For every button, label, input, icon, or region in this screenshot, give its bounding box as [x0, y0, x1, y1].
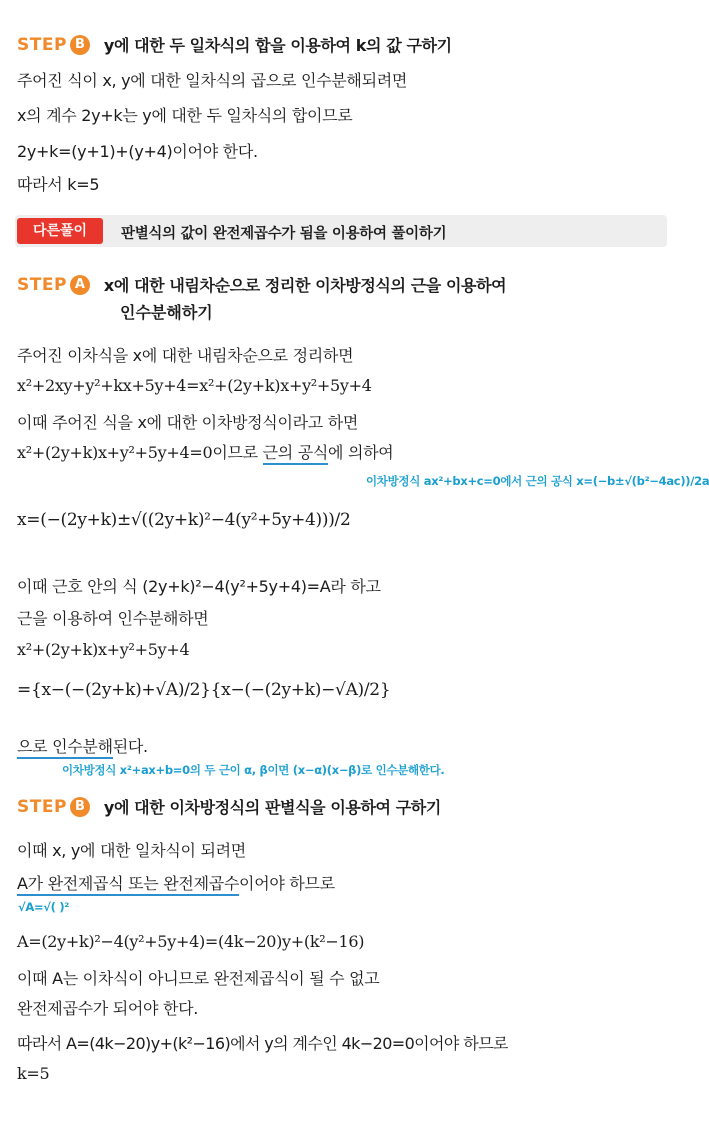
text-line: 따라서 A=(4k−20)y+(k²−16)에서 y의 계수인 4k−20=0이어야 하므로: [17, 1034, 508, 1053]
step-b-heading-1: [17, 33, 452, 56]
note-quadratic-formula: 이차방정식 ax²+bx+c=0에서 근의 공식 x=(−b±√(b²−4ac))/2a: [366, 474, 709, 488]
math-line: A=(2y+k)²−4(y²+5y+4)=(4k−20)y+(k²−16): [17, 932, 365, 951]
step-badge: B: [70, 35, 90, 55]
step-label: STEP: [17, 796, 67, 817]
text-line: 주어진 이차식을 x에 대한 내림차순으로 정리하면: [17, 346, 354, 365]
text-line: [17, 871, 335, 894]
step-title: y에 대한 두 일차식의 합을 이용하여 k의 값 구하기: [103, 36, 452, 55]
step-label: STEP: [17, 34, 67, 55]
text-line: 이때 A는 이차식이 아니므로 완전제곱식이 될 수 없고: [17, 969, 380, 988]
math-text: x²+(2y+k)x+y²+5y+4=0이므로: [17, 443, 263, 462]
text-line: 근을 이용하여 인수분해하면: [17, 609, 209, 628]
math-line: x²+(2y+k)x+y²+5y+4: [17, 640, 190, 659]
alt-solution-banner: [15, 215, 667, 247]
quadratic-formula: x=(−(2y+k)±√((2y+k)²−4(y²+5y+4)))/2: [17, 510, 351, 530]
underlined-term: 근의 공식: [263, 443, 328, 465]
underlined-term: 으로 인수분해: [17, 737, 113, 759]
step-badge: B: [70, 797, 90, 817]
step-badge: A: [70, 275, 90, 295]
step-b-heading-2: [17, 795, 441, 818]
math-line: x²+2xy+y²+kx+5y+4=x²+(2y+k)x+y²+5y+4: [17, 376, 372, 395]
text-line: 이때 x, y에 대한 일차식이 되려면: [17, 841, 246, 860]
text-segment: 에 의하여: [328, 443, 394, 462]
text-line: k=5: [17, 1064, 50, 1083]
underlined-term: A가 완전제곱식 또는 완전제곱수: [17, 874, 239, 896]
step-title: x에 대한 내림차순으로 정리한 이차방정식의 근을 이용하여: [103, 276, 507, 295]
step-title: y에 대한 이차방정식의 판별식을 이용하여 구하기: [103, 798, 441, 817]
text-line: 이때 근호 안의 식 (2y+k)²−4(y²+5y+4)=A라 하고: [17, 577, 381, 596]
text-segment: 이어야 하므로: [239, 874, 335, 893]
text-segment: 된다.: [112, 737, 148, 756]
text-line: 주어진 식이 x, y에 대한 일차식의 곱으로 인수분해되려면: [17, 71, 408, 90]
note-factorization: 이차방정식 x²+ax+b=0의 두 근이 α, β이면 (x−α)(x−β)로 인수분해한다.: [62, 763, 445, 777]
text-line: x의 계수 2y+k는 y에 대한 두 일차식의 합이므로: [17, 106, 353, 125]
step-title-line2: 인수분해하기: [120, 303, 213, 322]
text-line: 2y+k=(y+1)+(y+4)이어야 한다.: [17, 142, 258, 161]
text-line: 이때 주어진 식을 x에 대한 이차방정식이라고 하면: [17, 413, 359, 432]
factored-form: ={x−(−(2y+k)+√A)/2}{x−(−(2y+k)−√A)/2}: [17, 680, 391, 700]
step-a-heading: [17, 273, 506, 296]
text-line: [17, 734, 148, 757]
step-label: STEP: [17, 274, 67, 295]
alt-solution-title: 판별식의 값이 완전제곱수가 됨을 이용하여 풀이하기: [121, 226, 447, 242]
text-line: [17, 440, 393, 463]
text-line: 따라서 k=5: [17, 175, 100, 194]
note-perfect-square: √A=√( )²: [18, 900, 70, 914]
text-line: 완전제곱수가 되어야 한다.: [17, 999, 199, 1018]
alt-solution-badge: 다른풀이: [17, 218, 103, 244]
